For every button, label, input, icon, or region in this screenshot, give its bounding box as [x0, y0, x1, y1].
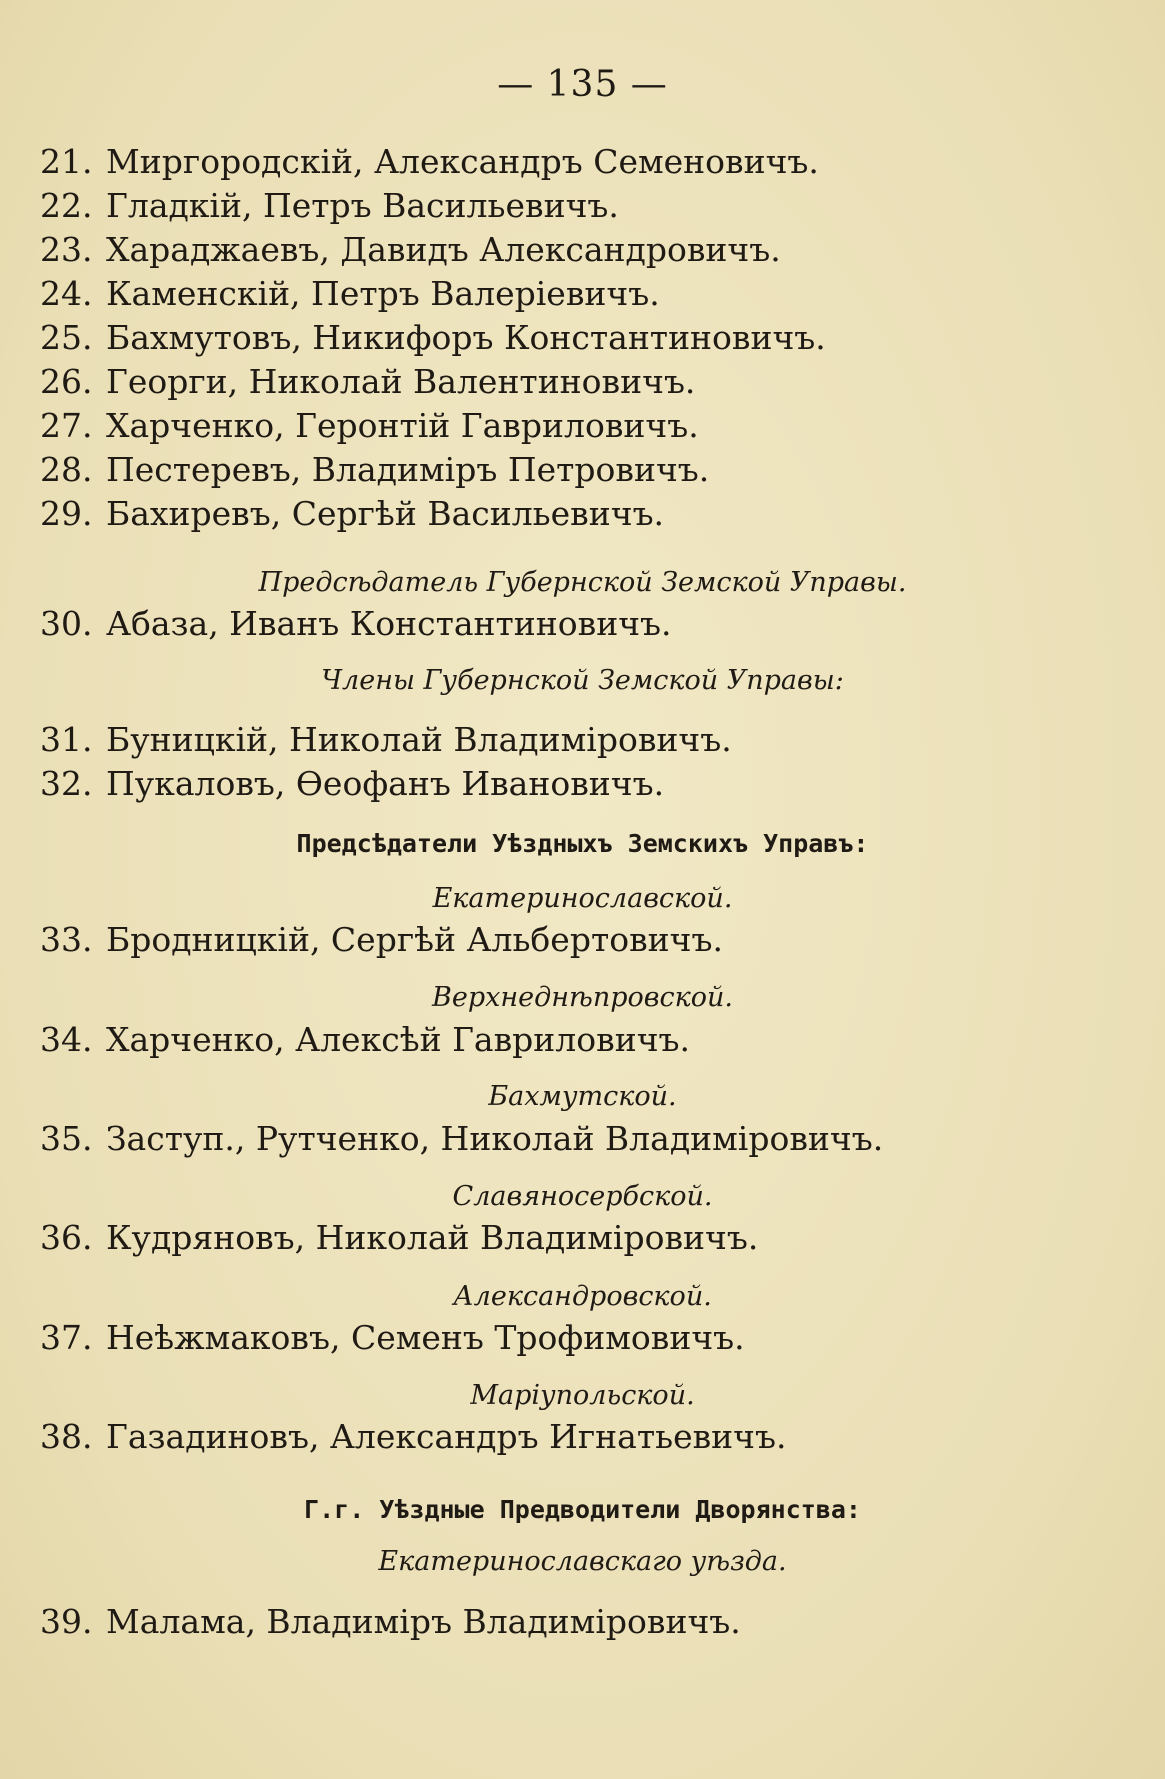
item-name: Малама, Владиміръ Владиміровичъ.: [106, 1602, 741, 1641]
list-item: [40, 1318, 745, 1358]
page-number: — 135 —: [497, 64, 668, 105]
subheading-ekaterinoslav-uezd: Екатеринославскаго уѣзда.: [378, 1546, 787, 1577]
item-number: 28.: [40, 450, 93, 489]
list-item: [40, 186, 619, 226]
item-number: 37.: [40, 1318, 93, 1357]
list-item: [40, 230, 781, 270]
item-number: 34.: [40, 1020, 93, 1059]
item-name: Харченко, Алексѣй Гавриловичъ.: [106, 1020, 691, 1059]
item-number: 27.: [40, 406, 93, 445]
item-name: Абаза, Иванъ Константиновичъ.: [106, 604, 672, 643]
item-number: 29.: [40, 494, 93, 533]
item-name: Заступ., Рутченко, Николай Владиміровичъ.: [106, 1119, 884, 1158]
item-name: Бахмутовъ, Никифоръ Константиновичъ.: [106, 318, 826, 357]
section-heading-chairman-gub: Предсѣдатель Губернской Земской Управы.: [258, 567, 907, 598]
subheading-verkhnedneprov: Верхнеднѣпровской.: [432, 982, 733, 1013]
list-item: [40, 1602, 741, 1642]
list-item: [40, 1417, 786, 1457]
item-number: 26.: [40, 362, 93, 401]
subheading-bakhmut: Бахмутской.: [488, 1081, 677, 1112]
list-item: [40, 494, 664, 534]
item-number: 32.: [40, 764, 93, 803]
item-name: Харченко, Геронтій Гавриловичъ.: [106, 406, 699, 445]
item-name: Неѣжмаковъ, Семенъ Трофимовичъ.: [106, 1318, 745, 1357]
list-item: [40, 362, 695, 402]
list-item: [40, 604, 672, 644]
item-number: 39.: [40, 1602, 93, 1641]
item-name: Кудряновъ, Николай Владиміровичъ.: [106, 1218, 759, 1257]
item-name: Хараджаевъ, Давидъ Александровичъ.: [106, 230, 781, 269]
item-number: 25.: [40, 318, 93, 357]
item-name: Георги, Николай Валентиновичъ.: [106, 362, 696, 401]
item-number: 21.: [40, 142, 93, 181]
item-name: Пукаловъ, Ѳеофанъ Ивановичъ.: [106, 764, 665, 803]
list-item: [40, 142, 819, 182]
list-item: [40, 764, 664, 804]
list-item: [40, 450, 709, 490]
subheading-ekaterinoslav: Екатеринославской.: [432, 883, 733, 914]
item-number: 23.: [40, 230, 93, 269]
list-item: [40, 1119, 883, 1159]
subheading-aleksandrov: Александровской.: [453, 1281, 712, 1312]
list-item: [40, 318, 826, 358]
item-number: 30.: [40, 604, 93, 643]
item-name: Бродницкій, Сергѣй Альбертовичъ.: [106, 920, 723, 959]
list-item: [40, 1218, 758, 1258]
list-item: [40, 274, 660, 314]
item-number: 33.: [40, 920, 93, 959]
list-item: [40, 920, 723, 960]
list-item: [40, 1020, 690, 1060]
section-heading-chairmen-uezd: Предсѣдатели Уѣздныхъ Земскихъ Управъ:: [296, 829, 869, 858]
item-name: Пестеревъ, Владиміръ Петровичъ.: [106, 450, 710, 489]
item-number: 35.: [40, 1119, 93, 1158]
item-name: Газадиновъ, Александръ Игнатьевичъ.: [106, 1417, 787, 1456]
list-item: [40, 406, 699, 446]
item-number: 24.: [40, 274, 93, 313]
item-name: Каменскій, Петръ Валеріевичъ.: [106, 274, 660, 313]
list-item: [40, 720, 732, 760]
item-name: Гладкій, Петръ Васильевичъ.: [106, 186, 619, 225]
item-number: 22.: [40, 186, 93, 225]
item-number: 38.: [40, 1417, 93, 1456]
section-heading-members-gub: Члены Губернской Земской Управы:: [321, 665, 844, 696]
subheading-mariupol: Маріупольской.: [470, 1380, 695, 1411]
item-number: 31.: [40, 720, 93, 759]
item-number: 36.: [40, 1218, 93, 1257]
subheading-slavyanoserb: Славяносербской.: [452, 1181, 713, 1212]
item-name: Бахиревъ, Сергѣй Васильевичъ.: [106, 494, 665, 533]
item-name: Буницкій, Николай Владиміровичъ.: [106, 720, 732, 759]
section-heading-marshals: Г.г. Уѣздные Предводители Дворянства:: [304, 1495, 861, 1524]
item-name: Миргородскій, Александръ Семеновичъ.: [106, 142, 819, 181]
